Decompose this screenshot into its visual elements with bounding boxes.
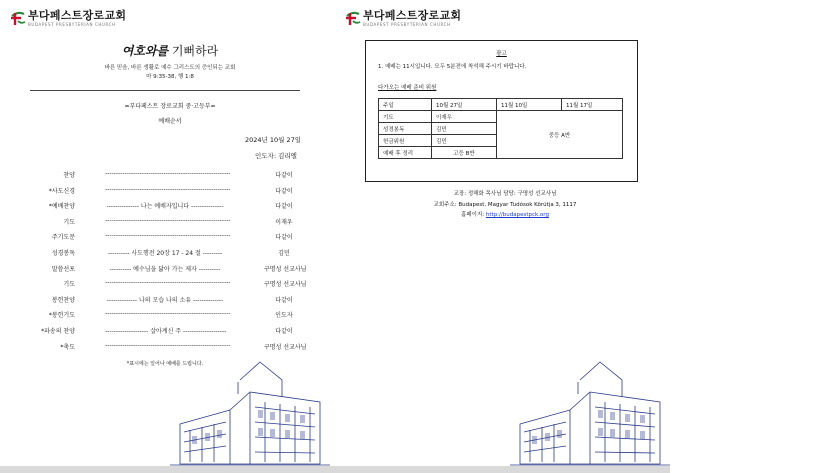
order-item-person: 다같이 — [275, 203, 293, 211]
church-logo-icon — [345, 10, 361, 26]
table-header-cell: 10월 27일 — [432, 99, 497, 111]
staff-info: 교장: 정해화 목사님 담당: 구명성 선교사님 — [453, 191, 557, 197]
order-item-person: 구명성 선교사님 — [264, 281, 307, 289]
church-logo — [10, 10, 126, 27]
church-name-en: BUDAPEST PRESBYTERIAN CHURCH — [363, 22, 451, 27]
order-item-detail: ---------------------------------------------------------- — [105, 232, 231, 240]
order-item-person: 다같이 — [275, 187, 293, 195]
church-motto: 바른 믿음, 바른 생활로 예수 그리스도의 증인되는 교회 — [104, 65, 236, 71]
order-item-label: 기도 — [63, 281, 75, 289]
order-item-label: 주기도문 — [51, 234, 75, 242]
order-item-label: *예배찬양 — [48, 203, 75, 211]
order-item-detail: ---------------------------------------------------------- — [105, 216, 231, 224]
page-bottom-edge — [0, 466, 670, 473]
table-cell: 기도 — [379, 111, 432, 123]
table-merged-cell: 중등 A반 — [497, 111, 623, 159]
order-item — [0, 326, 340, 336]
church-name: 부다페스트장로교회 — [28, 9, 127, 22]
order-item-label: 찬양 — [63, 172, 75, 179]
homepage-label: 홈페이지: — [461, 212, 486, 218]
order-item-label: 말씀선포 — [51, 265, 75, 273]
order-item-person: 구명성 선교사님 — [264, 265, 307, 273]
church-logo — [345, 10, 461, 27]
standing-note: *표시에는 일어나 예배를 드립니다. — [126, 361, 204, 367]
order-item-detail: ---------------------------------------------------------- — [105, 185, 231, 193]
order-item-label: *파송의 찬양 — [41, 328, 75, 335]
table-cell: 고등 B반 — [432, 147, 497, 159]
table-header-cell: 11월 17일 — [562, 99, 623, 111]
order-item — [0, 264, 340, 274]
order-item-detail: ---------------------------------------------------------- — [105, 279, 231, 287]
table-header-row — [379, 99, 623, 111]
order-item — [0, 170, 340, 180]
table-cell: 김민 — [432, 123, 497, 135]
notice-item: 1. 예배는 11시입니다. 모두 5분전에 착석해 주시기 바랍니다. — [378, 64, 527, 70]
order-item-label: *봉헌기도 — [48, 312, 75, 320]
order-item — [0, 217, 340, 227]
order-item — [0, 186, 340, 196]
church-name-en: BUDAPEST PRESBYTERIAN CHURCH — [28, 22, 116, 27]
church-building-illustration — [510, 352, 670, 466]
divider — [30, 90, 300, 91]
order-item-label: 성경봉독 — [51, 250, 75, 257]
order-item-person: 다같이 — [275, 234, 293, 242]
order-item — [0, 279, 340, 289]
table-header-cell: 11월 10일 — [497, 99, 562, 111]
sermon-title — [0, 42, 340, 59]
order-item-detail: ---------------------------------------------------------- — [105, 341, 231, 349]
order-item-detail: ---------------------------------------------------------- — [105, 310, 231, 318]
order-item — [0, 201, 340, 211]
title-emphasis: 여호와를 — [121, 44, 169, 58]
title-rest: 기뻐하라 — [168, 44, 219, 58]
bulletin-right-page — [340, 0, 670, 473]
table-header-cell: 주일 — [379, 99, 432, 111]
order-item-detail: ---------------------------------------------------------- — [105, 170, 231, 177]
table-row — [379, 111, 623, 123]
homepage-link[interactable]: http://budapestpck.org — [485, 212, 549, 218]
notice-subheading: 다가오는 예배 준비 위원 — [378, 85, 437, 91]
homepage-line — [340, 210, 670, 218]
order-item-detail: ---------- 예수님을 닮아 가는 제자 ---------- — [109, 265, 221, 273]
order-item — [0, 295, 340, 305]
table-cell: 김민 — [432, 135, 497, 147]
table-cell: 이재우 — [432, 111, 497, 123]
service-leader: 인도자: 김리엘 — [255, 152, 297, 160]
table-cell: 성경봉독 — [379, 123, 432, 135]
church-logo-icon — [10, 10, 26, 26]
table-cell: 헌금위원 — [379, 135, 432, 147]
table-cell: 예배 후 정리 — [379, 147, 432, 159]
church-name: 부다페스트장로교회 — [363, 9, 462, 22]
order-item-person: 이재우 — [275, 218, 293, 226]
order-item-label: 봉헌찬양 — [51, 296, 75, 304]
department-label: =부다페스트 장로교회 중·고등부= — [124, 103, 216, 110]
order-item — [0, 310, 340, 320]
order-title: 예배순서 — [158, 118, 182, 125]
order-item-person: 다같이 — [275, 296, 293, 304]
order-item-person: 다같이 — [275, 172, 293, 179]
service-committee-table — [378, 98, 623, 159]
order-item-detail: --------------- 나는 예배자입니다 --------------- — [106, 203, 224, 211]
order-item-label: *축도 — [60, 343, 75, 351]
notice-box — [365, 40, 638, 182]
order-item-person: 김민 — [278, 250, 290, 257]
order-item-detail: -------------- 나의 모습 나의 소유 -------------- — [106, 296, 224, 304]
church-address: 교회주소: Budapest, Magyar Tudósok Körútja 3, 1117 — [433, 202, 577, 208]
order-item-person: 인도자 — [275, 312, 293, 320]
blank-margin — [670, 0, 819, 473]
motto-verse: 마 9:35-38, 행 1:8 — [146, 74, 194, 80]
notice-title: 광고 — [496, 51, 507, 57]
service-date: 2024년 10월 27일 — [245, 136, 302, 144]
order-item-label: 기도 — [63, 218, 75, 226]
order-item — [0, 342, 340, 352]
order-item-person: 다같이 — [275, 328, 293, 335]
order-item — [0, 248, 340, 258]
order-item-detail: -------------------- 살아계신 주 -------------------- — [105, 328, 227, 335]
order-item-person: 구명성 선교사님 — [264, 343, 307, 351]
order-item-label: *사도신경 — [48, 187, 75, 195]
bulletin-left-page — [0, 0, 340, 473]
order-item-detail: ---------- 사도행전 20장 17 - 24 절 --------- — [107, 250, 223, 257]
church-building-illustration — [170, 352, 330, 466]
order-item — [0, 232, 340, 242]
